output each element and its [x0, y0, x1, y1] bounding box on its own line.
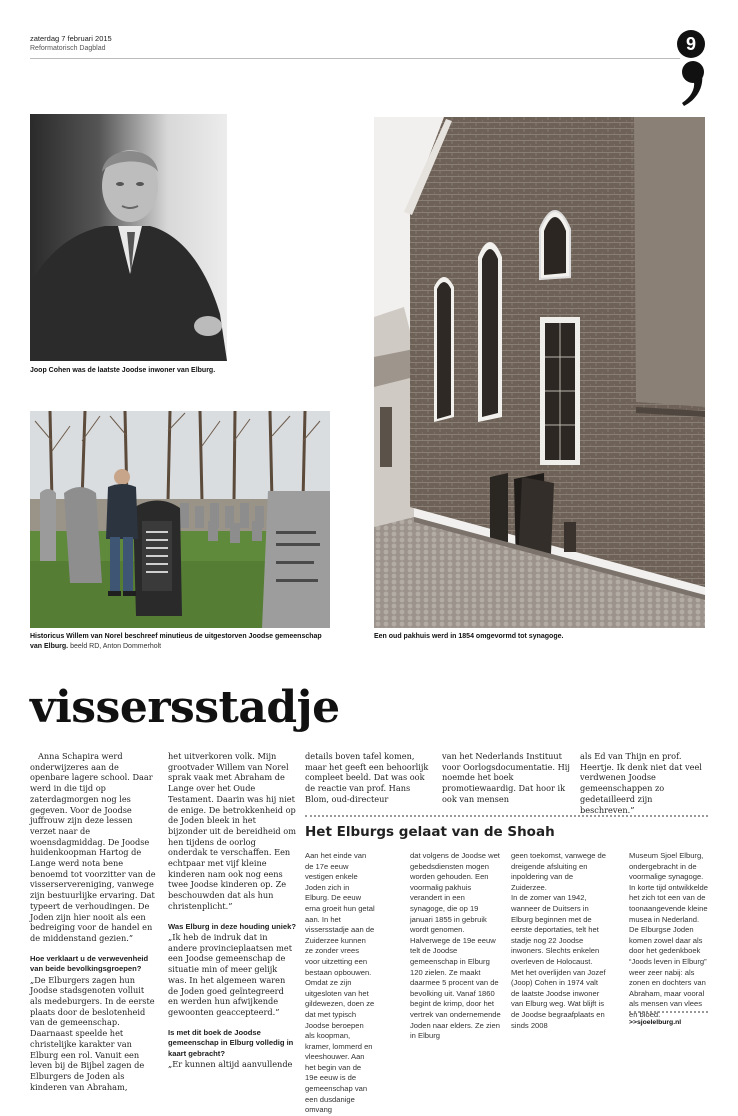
issue-date: zaterdag 7 februari 2015 — [30, 34, 112, 43]
caption-cemetery-text: Historicus Willem van Norel beschreef minutieus de uitgestorven Joodse gemeenschap van Elburg. — [30, 633, 322, 650]
box-paragraph: In de zomer van 1942, wanneer de Duitsers in Elburg beginnen met de eerste deportaties, telt het stadje nog 22 Joodse inwoners. Slechts enkelen overleven de Holocaust. Met het overlijden van Jozef (Joop) Cohen in 1974 valt de laatste Joodse inwoner van Elburg weg. Wat blijft is de Joodse begraafplaats en sinds 2008 — [511, 893, 606, 1030]
box-col-4 — [629, 851, 709, 1021]
box-dotted-rule — [305, 815, 708, 817]
article-paragraph: details boven tafel komen, maar het geeft een behoorlijk compleet beeld. Dat was ook de reactie van prof. Hans Blom, oud-directeur — [305, 751, 429, 804]
article-paragraph: het uitverkoren volk. Mijn grootvader Willem van Norel sprak vaak met Abraham de Lange over het Oude Testament. Daarin was hij niet de enige. De betrokkenheid op de Joden bleek in het bijzonder uit de bereidheid om hen tijdens de oorlog onderdak te verschaffen. Een echtpaar met vijf kleine kinderen nam ook nog eens twee Joodse kinderen op. Ze beschouwden dat als hun christenplicht.” — [168, 751, 296, 911]
box-paragraph: geen toekomst, vanwege de dreigende afsluiting en inpoldering van de Zuiderzee. — [511, 851, 606, 892]
interview-question: Was Elburg in deze houding uniek? — [168, 921, 296, 931]
article-col-2 — [168, 751, 296, 1080]
masthead — [30, 34, 112, 54]
caption-synagogue — [374, 632, 705, 642]
box-col-2 — [410, 851, 502, 1042]
article-paragraph: „Ik heb de indruk dat in andere provincieplaatsen met een Joodse gemeenschap de situatie min of meer gelijk was. In het algemeen waren de Joden goed geïntegreerd en werden hun afwijkende gewoonten geaccepteerd.” — [168, 932, 292, 1017]
box-paragraph: dat volgens de Joodse wet gebedsdiensten mogen worden gehouden. Een voormalig pakhuis verandert in een synagoge, die op 19 januari 1855 in gebruik wordt genomen. Halverwege de 19e eeuw telt de Joodse gemeenschap in Elburg 120 zielen. Ze maakt daarmee 5 procent van de bevolking uit. Vanaf 1860 begint de krimp, door het vertrek van ondernemende Joden naar elders. Ze zien in Elburg — [410, 851, 501, 1041]
portrait-joop-cohen — [30, 114, 227, 361]
article-paragraph: „Er kunnen altijd aanvullende — [168, 1059, 293, 1070]
article-paragraph: Anna Schapira werd onderwijzeres aan de openbare lagere school. Daar werd in die tijd op zaterdagmorgen nog les gegeven. Voor de Joodse juffrouw zijn deze lessen verzet naar de woensdagmiddag. De Joodse huidenkoopman Hartog de Lange werd nota bene benoemd tot voorzitter van de visserservereniging, vanwege zijn bestuurlijke ervaring. Dat typeert de verhoudingen. De Joden zijn hier nooit als een bedreiging voor de handel en de middenstand gezien.” — [30, 751, 156, 943]
header-rule — [30, 58, 680, 59]
article-paragraph: „De Elburgers zagen hun Joodse stadsgenoten volluit als medeburgers. In de eerste plaats door de beslotenheid van de gemeenschap. Daarnaast speelde het christelijke karakter van Elburg een rol. Vanuit een leven bij de Bijbel zagen de Elburgers de Joden als kinderen van Abraham, — [30, 974, 155, 1092]
box-paragraph: Aan het einde van de 17e eeuw vestigen enkele Joden zich in Elburg. De eeuw erna groeit hun getal aan. In het vissersstadje aan de Zuiderzee kunnen ze zonder vrees voor uitzetting een bestaan opbouwen. Omdat ze zijn uitgesloten van het gildewezen, doen ze dat met typisch Joodse beroepen als koopman, kramer, lommerd en vleeshouwer. Aan het begin van de 19e eeuw is de gemeenschap van een dusdanige omvang — [305, 851, 375, 1115]
comma-icon — [676, 58, 710, 108]
article-col-3 — [305, 751, 435, 815]
article-col-4 — [442, 751, 572, 815]
article-col-1 — [30, 751, 158, 1102]
article-paragraph: van het Nederlands Instituut voor Oorlogsdocumentatie. Hij noemde het boek promotiewaardig. Dat hoor ik ook van mensen — [442, 751, 570, 804]
caption-cemetery — [30, 632, 330, 652]
page-number: 9 — [677, 30, 705, 58]
article-paragraph: als Ed van Thijn en prof. Heertje. Ik denk niet dat veel verdwenen Joodse gemeenschappen zo gedetailleerd zijn beschreven.” — [580, 751, 702, 815]
caption-synagogue-text: Een oud pakhuis werd in 1854 omgevormd tot synagoge. — [374, 633, 564, 640]
photo-credit: beeld RD, Anton Dommerholt — [70, 643, 162, 650]
box-col-3 — [511, 851, 607, 1031]
box-title: Het Elburgs gelaat van de Shoah — [305, 824, 555, 840]
box-paragraph: Museum Sjoel Elburg, ondergebracht in de voormalige synagoge. In korte tijd ontwikkelde het zich tot een van de toonaangevende kleine musea in Nederland. De Elburgse Joden komen zowel daar als door het gedenkboek “Joods leven in Elburg” weer zeer nabij: als zonen en dochters van Abraham, maar vooral als mensen van vlees en bloed. — [629, 851, 708, 1019]
synagogue-photo — [374, 117, 705, 628]
caption-portrait — [30, 366, 220, 376]
box-col-1 — [305, 851, 375, 1116]
interview-question: Is met dit boek de Joodse gemeenschap in Elburg volledig in kaart gebracht? — [168, 1027, 294, 1058]
cemetery-photo — [30, 411, 330, 628]
headline: vissersstadje — [30, 682, 340, 733]
link-dotted-rule — [629, 1011, 708, 1013]
caption-portrait-text: Joop Cohen was de laatste Joodse inwoner van Elburg. — [30, 367, 216, 374]
interview-question: Hoe verklaart u de verwevenheid van beide bevolkingsgroepen? — [30, 953, 149, 974]
museum-link[interactable]: >>sjoelelburg.nl — [629, 1019, 682, 1026]
paper-name: Reformatorisch Dagblad — [30, 45, 106, 52]
